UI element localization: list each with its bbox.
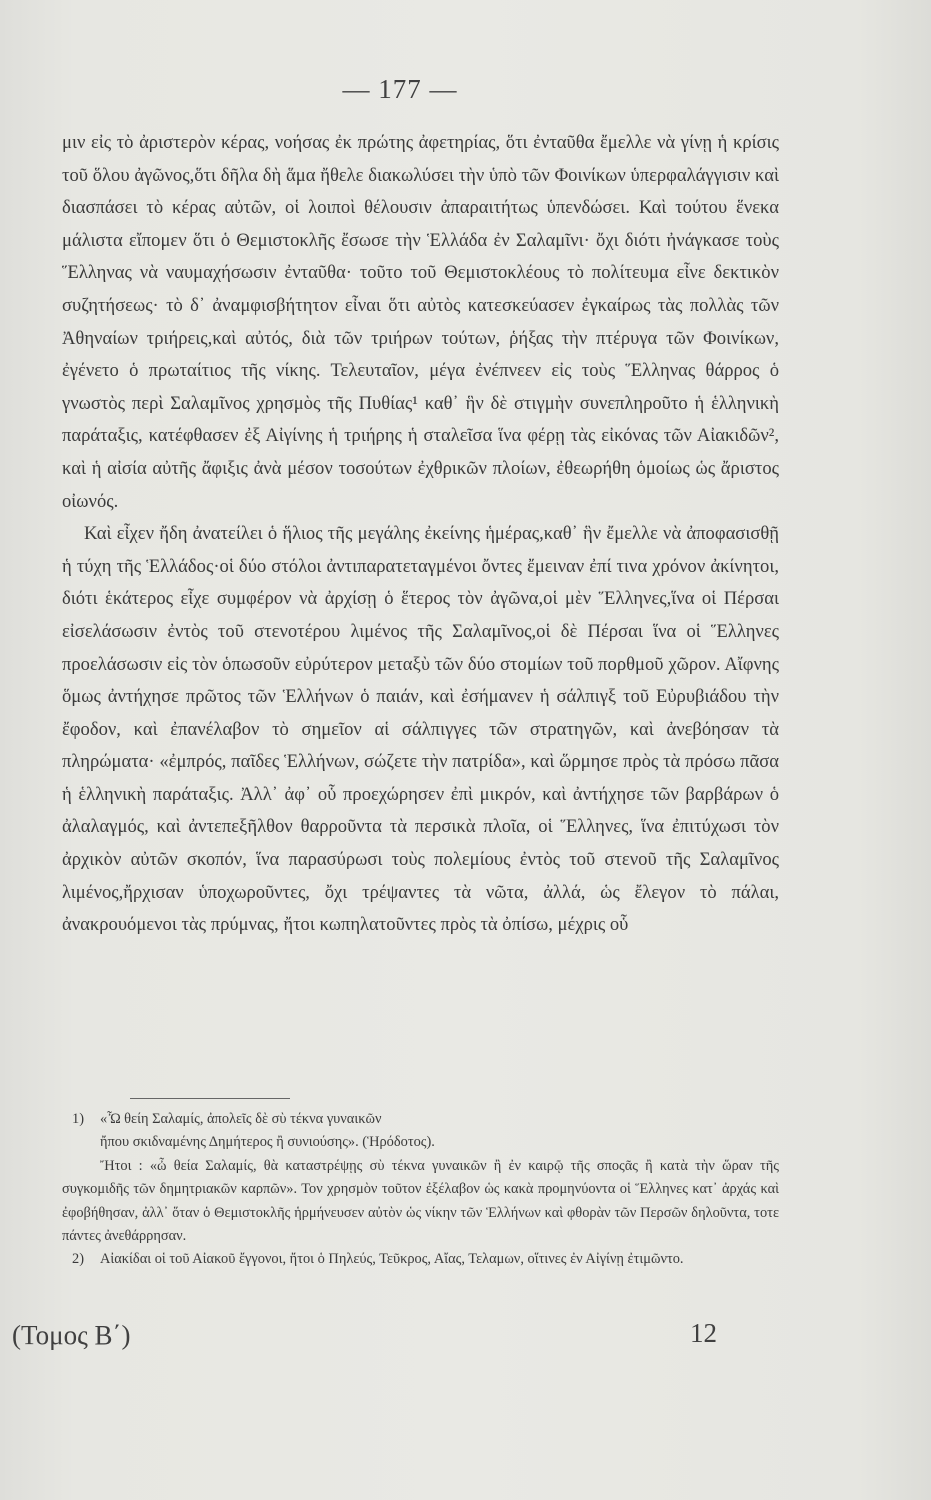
body-text (62, 127, 779, 942)
volume-label: (Τομος Β΄) (12, 1320, 131, 1350)
paragraph-1: μιν εἰς τὸ ἀριστερὸν κέρας, νοήσας ἐκ πρώτης ἀφετηρίας, ὅτι ἐνταῦθα ἔμελλε νὰ γίνῃ ἡ κρίσις τοῦ ὅλου ἀγῶνος,ὅτι δῆλα δὴ ἅμα ἤθελε διακωλύσει τὴν ὑπὸ τῶν Φοινίκων ὑπερφαλάγγισιν καὶ διασπάσει τὸ κέρας αὐτῶν, οἱ λοιποὶ θέλουσιν ἀπαραιτήτως ὑπενδώσει. Καὶ τούτου ἕνεκα μάλιστα εἴπομεν ὅτι ὁ Θεμιστοκλῆς ἔσωσε τὴν Ἑλλάδα ἐν Σαλαμῖνι· ὄχι διότι ἠνάγκασε τοὺς Ἕλληνας νὰ ναυμαχήσωσιν ἐνταῦθα· τοῦτο τοῦ Θεμιστοκλέους τὸ πολίτευμα εἶνε δεκτικὸν συζητήσεως· τὸ δ᾽ ἀναμφισβήτητον εἶναι ὅτι αὐτὸς κατεσκεύασεν ἐγκαίρως τὰς πολλὰς τῶν Ἀθηναίων τριήρεις,καὶ αὐτός, διὰ τῶν τριήρων τούτων, ῥήξας τὴν πτέρυγα τῶν Φοινίκων, ἐγένετο ὁ πρωταίτιος τῆς νίκης. Τελευταῖον, μέγα ἐνέπνεεν εἰς τοὺς Ἕλληνας θάρρος ὁ γνωστὸς περὶ Σαλαμῖνος χρησμὸς τῆς Πυθίας¹ καθ᾽ ἣν δὲ στιγμὴν συνεπληροῦτο ἡ ἑλληνικὴ παράταξις, κατέφθασεν ἐξ Αἰγίνης ἡ τριήρης ἡ σταλεῖσα ἵνα φέρῃ τὰς εἰκόνας τῶν Αἰακιδῶν², καὶ ἡ αἰσία αὐτῆς ἄφιξις ἀνὰ μέσον τοσούτων ἐχθρικῶν πλοίων, ἐθεωρήθη ὁμοίως ὡς ἄριστος οἰωνός. (62, 132, 779, 512)
footnote-1-verse-1: «Ὦ θείη Σαλαμίς, ἀπολεῖς δὲ σὺ τέκνα γυναικῶν (100, 1111, 382, 1127)
footnote-1-number: 1) (72, 1111, 84, 1127)
footnote-1-explanation: Ἤτοι : «ὦ θεία Σαλαμίς, θὰ καταστρέψῃς σὺ τέκνα γυναικῶν ἢ ἐν καιρῷ τῆς σποςᾶς ἢ κατὰ τὴν ὥραν τῆς συγκομιδῆς τῶν δημητριακῶν καρπῶν». Τον χρησμὸν τοῦτον ἐξέλαβον ὡς κακὰ προμηνύοντα οἱ Ἕλληνες κατ᾽ ἀρχάς καὶ ἐφοβήθησαν, ἀλλ᾽ ὅταν ὁ Θεμιστοκλῆς ἡρμήνευσεν αὐτὸν ὡς νίκην τῶν Ἑλλήνων καὶ φθορὰν τῶν Περσῶν δηλοῦντα, τοτε πάντες ἀνεθάρρησαν. (62, 1157, 779, 1245)
footnote-2-text: Αἰακίδαι οἱ τοῦ Αἰακοῦ ἔγγονοι, ἤτοι ὁ Πηλεύς, Τεῦκρος, Αἴας, Τελαμων, οἵτινες ἐν Αἰγίνῃ ἐτιμῶντο. (100, 1251, 684, 1268)
footnote-separator (130, 1098, 290, 1099)
paragraph-2: Καὶ εἶχεν ἤδη ἀνατείλει ὁ ἥλιος τῆς μεγάλης ἐκείνης ἡμέρας,καθ᾽ ἣν ἔμελλε νὰ ἀποφασισθῇ ἡ τύχη τῆς Ἑλλάδος·οἱ δύο στόλοι ἀντιπαρατεταγμένοι ὄντες ἔμειναν ἐπί τινα χρόνον ἀκίνητοι, διότι ἑκάτερος εἶχε συμφέρον νὰ ἀρχίσῃ ὁ ἕτερος τὸν ἀγῶνα,οἱ μὲν Ἕλληνες,ἵνα οἱ Πέρσαι εἰσελάσωσιν ἐντὸς τοῦ στενοτέρου λιμένος τῆς Σαλαμῖνος,οἱ δὲ Πέρσαι ἵνα οἱ Ἕλληνες προελάσωσιν εἰς τὸν ὁπωσοῦν εὐρύτερον μεταξὺ τῶν δύο στομίων τοῦ πορθμοῦ χῶρον. Αἴφνης ὅμως ἀντήχησε πρῶτος τῶν Ἑλλήνων ὁ παιάν, καὶ ἐσήμανεν ἡ σάλπιγξ τοῦ Εὐρυβιάδου τὴν ἔφοδον, καὶ ἐπανέλαβον τὸ σημεῖον αἱ σάλπιγγες τῶν στρατηγῶν, καὶ ἀνεβόησαν τὰ πληρώματα· «ἐμπρός, παῖδες Ἑλλήνων, σώζετε τὴν πατρίδα», καὶ ὥρμησε πρὸς τὰ πρόσω πᾶσα ἡ ἑλληνικὴ παράταξις. Ἀλλ᾽ ἀφ᾽ οὗ προεχώρησεν ἐπὶ μικρόν, καὶ ἀντήχησε τῶν βαρβάρων ὁ ἀλαλαγμός, καὶ ἀντεπεξῆλθον θαρροῦντα τὰ περσικὰ πλοῖα, οἱ Ἕλληνες, ἵνα ἐπιτύχωσι τὸν ἀρχικὸν αὐτῶν σκοπόν, ἵνα παρασύρωσι τοὺς πολεμίους ἐντὸς τοῦ στενοῦ τῆς Σαλαμῖνος λιμένος,ἤρχισαν ὑποχωροῦντες, ὄχι τρέψαντες τὰ νῶτα, ἀλλά, ὡς ἔλεγον τὸ πάλαι, ἀνακρουόμενοι τὰς πρύμνας, ἤτοι κωπηλατοῦντες πρὸς τὰ ὀπίσω, μέχρις οὗ (62, 523, 779, 936)
footnote-1-verse-2: ἤπου σκιδναμένης Δημήτερος ἢ συνιούσης». (Ἡρόδοτος). (100, 1134, 435, 1151)
footnotes (62, 1108, 779, 1272)
footnote-2-number: 2) (72, 1251, 84, 1268)
signature-mark: 12 (690, 1318, 717, 1348)
footnote-2 (62, 1248, 779, 1271)
page-number: — 177 — (342, 74, 458, 104)
footnote-1-line-1 (62, 1108, 779, 1131)
